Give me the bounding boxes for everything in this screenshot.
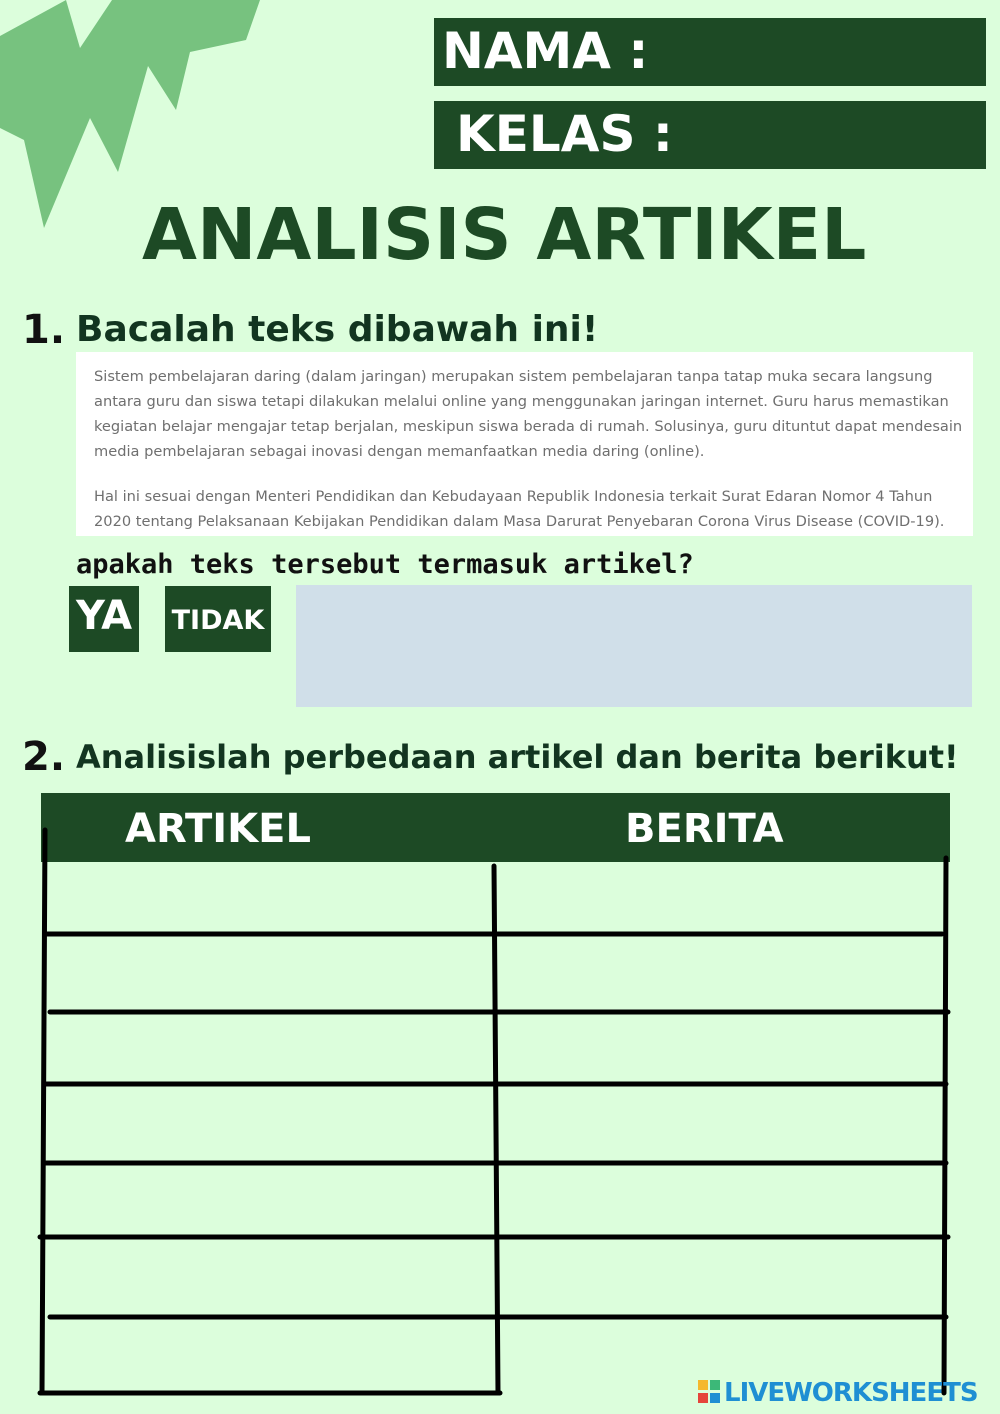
name-label: NAMA : bbox=[442, 22, 649, 80]
option-tidak-button[interactable]: TIDAK bbox=[165, 586, 271, 652]
column-header-berita: BERITA bbox=[625, 806, 784, 852]
table-left-border bbox=[42, 830, 45, 1393]
table-center-divider bbox=[494, 866, 498, 1393]
liveworksheets-logo-icon bbox=[698, 1380, 722, 1406]
class-label: KELAS : bbox=[456, 105, 673, 163]
question-1-instruction: Bacalah teks dibawah ini! bbox=[76, 309, 599, 350]
watermark-text: LIVEWORKSHEETS bbox=[724, 1378, 978, 1408]
question-2-number: 2. bbox=[22, 734, 66, 780]
liveworksheets-watermark bbox=[698, 1380, 978, 1406]
table-right-border bbox=[944, 858, 946, 1393]
page-title: ANALISIS ARTIKEL bbox=[142, 193, 867, 276]
question-1-prompt: apakah teks tersebut termasuk artikel? bbox=[76, 549, 694, 580]
question-2-instruction: Analisislah perbedaan artikel dan berita berikut! bbox=[76, 738, 959, 776]
article-paragraph-2: Hal ini sesuai dengan Menteri Pendidikan dan Kebudayaan Republik Indonesia terkait Surat Edaran Nomor 4 Tahun 2020 tentang Pelaksanaan Kebijakan Pendidikan dalam Masa Darurat Penyebaran Corona Virus Disease (COVID-19). bbox=[94, 488, 945, 530]
column-header-artikel: ARTIKEL bbox=[125, 806, 311, 852]
article-paragraph-1: Sistem pembelajaran daring (dalam jaringan) merupakan sistem pembelajaran tanpa tatap muka secara langsung antara guru dan siswa tetapi dilakukan melalui online yang menggunakan jaringan internet. Guru harus memastikan kegiatan belajar mengajar tetap berjalan, meskipun siswa berada di rumah. Solusinya, guru dituntut dapat mendesain media pembelajaran sebagai inovasi dengan memanfaatkan media daring (online). bbox=[94, 368, 963, 460]
question-1-number: 1. bbox=[22, 307, 66, 353]
option-ya-button[interactable]: YA bbox=[69, 586, 139, 652]
